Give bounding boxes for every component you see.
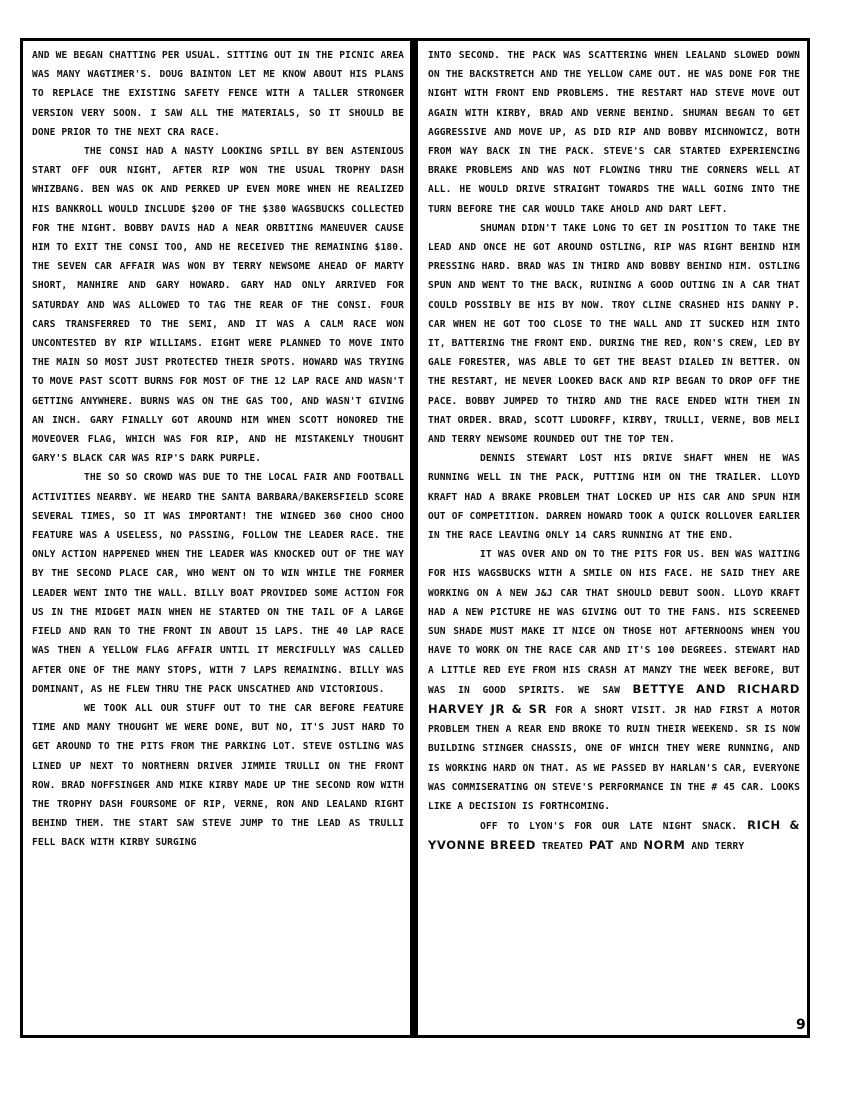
page-number: 9 [796, 1017, 806, 1033]
paragraph: DENNIS STEWART LOST HIS DRIVE SHAFT WHEN HE WAS RUNNING WELL IN THE PACK, PUTTING HIM ON THE TRAILER. LLOYD KRAFT HAD A BRAKE PROBLEM THAT LOCKED UP HIS CAR AND SPUN HIM OUT OF COMPETITION. DARREN HOWARD TOOK A QUICK ROLLOVER EARLIER IN THE RACE LEAVING ONLY 14 CARS RUNNING AT THE END. [428, 453, 800, 542]
highlighted-names: PAT [588, 838, 614, 853]
paragraph: AND WE BEGAN CHATTING PER USUAL. SITTING OUT IN THE PICNIC AREA WAS MANY WAGTIMER'S. DOUG BAINTON LET ME KNOW ABOUT HIS PLANS TO REPLACE THE EXISTING SAFETY FENCE WITH A TALLER STRONGER VERSION VERY SOON. I SAW ALL THE MATERIALS, SO IT SHOULD BE DONE PRIOR TO THE NEXT CRA RACE. [32, 50, 404, 138]
column-divider [410, 38, 418, 1038]
paragraph [428, 816, 800, 856]
paragraph: WE TOOK ALL OUR STUFF OUT TO THE CAR BEFORE FEATURE TIME AND MANY THOUGHT WE WERE DONE, BUT NO, IT'S JUST HARD TO GET AROUND TO THE PITS FROM THE PARKING LOT. STEVE OSTLING WAS LINED UP NEXT TO NORTHERN DRIVER JIMMIE TRULLI ON THE FRONT ROW. BRAD NOFFSINGER AND MIKE KIRBY MADE UP THE SECOND ROW WITH THE TROPHY DASH FOURSOME OF RIP, VERNE, RON AND LEALAND RIGHT BEHIND THEM. THE START SAW STEVE JUMP TO THE LEAD AS TRULLI FELL BACK WITH KIRBY SURGING [32, 702, 404, 849]
text-run: AND TERRY [691, 841, 745, 853]
right-column [428, 46, 800, 857]
text-run: AND [619, 841, 638, 853]
paragraph: SHUMAN DIDN'T TAKE LONG TO GET IN POSITION TO TAKE THE LEAD AND ONCE HE GOT AROUND OSTLING, RIP WAS RIGHT BEHIND HIM PRESSING HARD. BRAD WAS IN THIRD AND BOBBY BEHIND HIM. OSTLING SPUN AND WENT TO THE BACK, RUINING A GOOD OUTING IN A CAR THAT COULD POSSIBLY BE HIS BY NOW. TROY CLINE CRASHED HIS DANNY P. CAR WHEN HE GOT TOO CLOSE TO THE WALL AND IT SUCKED HIM INTO IT, BATTERING THE FRONT END. DURING THE RED, RON'S CREW, LED BY GALE FORESTER, WAS ABLE TO GET THE BEAST DIALED IN BETTER. ON THE RESTART, HE NEVER LOOKED BACK AND RIP BEGAN TO DROP OFF THE PACE. BOBBY JUMPED TO THIRD AND THE RACE ENDED WITH THEM IN THAT ORDER. BRAD, SCOTT LUDORFF, KIRBY, TRULLI, VERNE, BOB MELI AND TERRY NEWSOME ROUNDED OUT THE TOP TEN. [428, 222, 800, 446]
text-run: FOR A SHORT VISIT. JR HAD FIRST A MOTOR PROBLEM THEN A REAR END BROKE TO RUIN THEIR WEEKEND. SR IS NOW BUILDING STINGER CHASSIS, ONE OF WHICH THEY WERE RUNNING, AND IS WORKING HARD ON THAT. AS WE PASSED BY HARLAN'S CAR, EVERYONE WAS COMMISERATING ON STEVE'S PERFORMANCE IN THE # 45 CAR. LOOKS LIKE A DECISION IS FORTHCOMING. [428, 704, 800, 812]
text-run: TREATED [541, 841, 584, 853]
paragraph: INTO SECOND. THE PACK WAS SCATTERING WHEN LEALAND SLOWED DOWN ON THE BACKSTRETCH AND THE YELLOW CAME OUT. HE WAS DONE FOR THE NIGHT WITH FRONT END PROBLEMS. THE RESTART HAD STEVE MOVE OUT AGAIN WITH KIRBY, BRAD AND VERNE BEHIND. SHUMAN BEGAN TO GET AGGRESSIVE AND MOVE UP, AS DID RIP AND BOBBY MICHNOWICZ, BOTH FROM WAY BACK IN THE PACK. STEVE'S CAR STARTED EXPERIENCING BRAKE PROBLEMS AND WAS NOT FLOWING THRU THE CORNERS WELL AT ALL. HE WOULD DRIVE STRAIGHT TOWARDS THE WALL GOING INTO THE TURN BEFORE THE CAR WOULD TAKE AHOLD AND DART LEFT. [428, 50, 800, 215]
text-run: OFF TO LYON'S FOR OUR LATE NIGHT SNACK. [480, 821, 738, 833]
paragraph: THE CONSI HAD A NASTY LOOKING SPILL BY BEN ASTENIOUS START OFF OUR NIGHT, AFTER RIP WON THE USUAL TROPHY DASH WHIZBANG. BEN WAS OK AND PERKED UP EVEN MORE WHEN HE REALIZED HIS BANKROLL WOULD INCLUDE $200 OF THE $380 WAGSBUCKS COLLECTED FOR THE NIGHT. BOBBY DAVIS HAD A NEAR ORBITING MANEUVER CAUSE HIM TO EXIT THE CONSI TOO, AND HE RECEIVED THE REMAINING $180. THE SEVEN CAR AFFAIR WAS WON BY TERRY NEWSOME AHEAD OF MARTY SHORT, MANHIRE AND GARY HOWARD. GARY HAD ONLY ARRIVED FOR SATURDAY AND WAS ALLOWED TO TAG THE REAR OF THE CONSI. FOUR CARS TRANSFERRED TO THE SEMI, AND IT WAS A CALM RACE WON UNCONTESTED BY RIP WILLIAMS. EIGHT WERE PLANNED TO MOVE INTO THE MAIN SO MOST JUST PROTECTED THEIR SPOTS. HOWARD WAS TRYING TO MOVE PAST SCOTT BURNS FOR MOST OF THE 12 LAP RACE AND WASN'T GETTING ANYWHERE. BURNS WAS ON THE GAS TOO, AND WASN'T GIVING AN INCH. GARY FINALLY GOT AROUND HIM WHEN SCOTT HONORED THE MOVEOVER FLAG, WHICH WAS FOR RIP, AND HE MISTAKENLY THOUGHT GARY'S BLACK CAR WAS RIP'S DARK PURPLE. [32, 146, 404, 465]
highlighted-names: NORM [643, 838, 686, 853]
left-column [32, 46, 404, 853]
text-run: IT WAS OVER AND ON TO THE PITS FOR US. BEN WAS WAITING FOR HIS WAGSBUCKS WITH A SMILE ON HIS FACE. HE SAID THEY ARE WORKING ON A NEW J&J CAR THAT SHOULD DEBUT SOON. LLOYD KRAFT HAD A NEW PICTURE HE WAS GIVING OUT TO THE FANS. HIS SCREENED SUN SHADE MUST MAKE IT NICE ON THOSE HOT AFTERNOONS WHEN YOU HAVE TO WORK ON THE RACE CAR AND IT'S 100 DEGREES. STEWART HAD A LITTLE RED EYE FROM HIS CRASH AT MANZY THE WEEK BEFORE, BUT WAS IN GOOD SPIRITS. WE SAW [428, 549, 800, 696]
highlighted-names: RICH & YVONNE BREED [428, 818, 800, 853]
paragraph [428, 545, 800, 816]
paragraph: THE SO SO CROWD WAS DUE TO THE LOCAL FAIR AND FOOTBALL ACTIVITIES NEARBY. WE HEARD THE SANTA BARBARA/BAKERSFIELD SCORE SEVERAL TIMES, SO IT WAS IMPORTANT! THE WINGED 360 CHOO CHOO FEATURE WAS A USELESS, NO PASSING, FOLLOW THE LEADER RACE. THE ONLY ACTION HAPPENED WHEN THE LEADER WAS KNOCKED OUT OF THE WAY BY THE SECOND PLACE CAR, WHO WENT ON TO WIN WHILE THE FORMER LEADER WENT INTO THE WALL. BILLY BOAT PROVIDED SOME ACTION FOR US IN THE MIDGET MAIN WHEN HE STARTED ON THE TAIL OF A LARGE FIELD AND RAN TO THE FRONT IN ABOUT 15 LAPS. THE 40 LAP RACE WAS THEN A YELLOW FLAG AFFAIR UNTIL IT MERCIFULLY WAS CALLED AFTER ONE OF THE MANY STOPS, WITH 7 LAPS REMAINING. BILLY WAS DOMINANT, AS HE FLEW THRU THE PACK UNSCATHED AND VICTORIOUS. [32, 472, 404, 695]
highlighted-names: BETTYE AND RICHARD HARVEY JR & SR [428, 681, 800, 716]
